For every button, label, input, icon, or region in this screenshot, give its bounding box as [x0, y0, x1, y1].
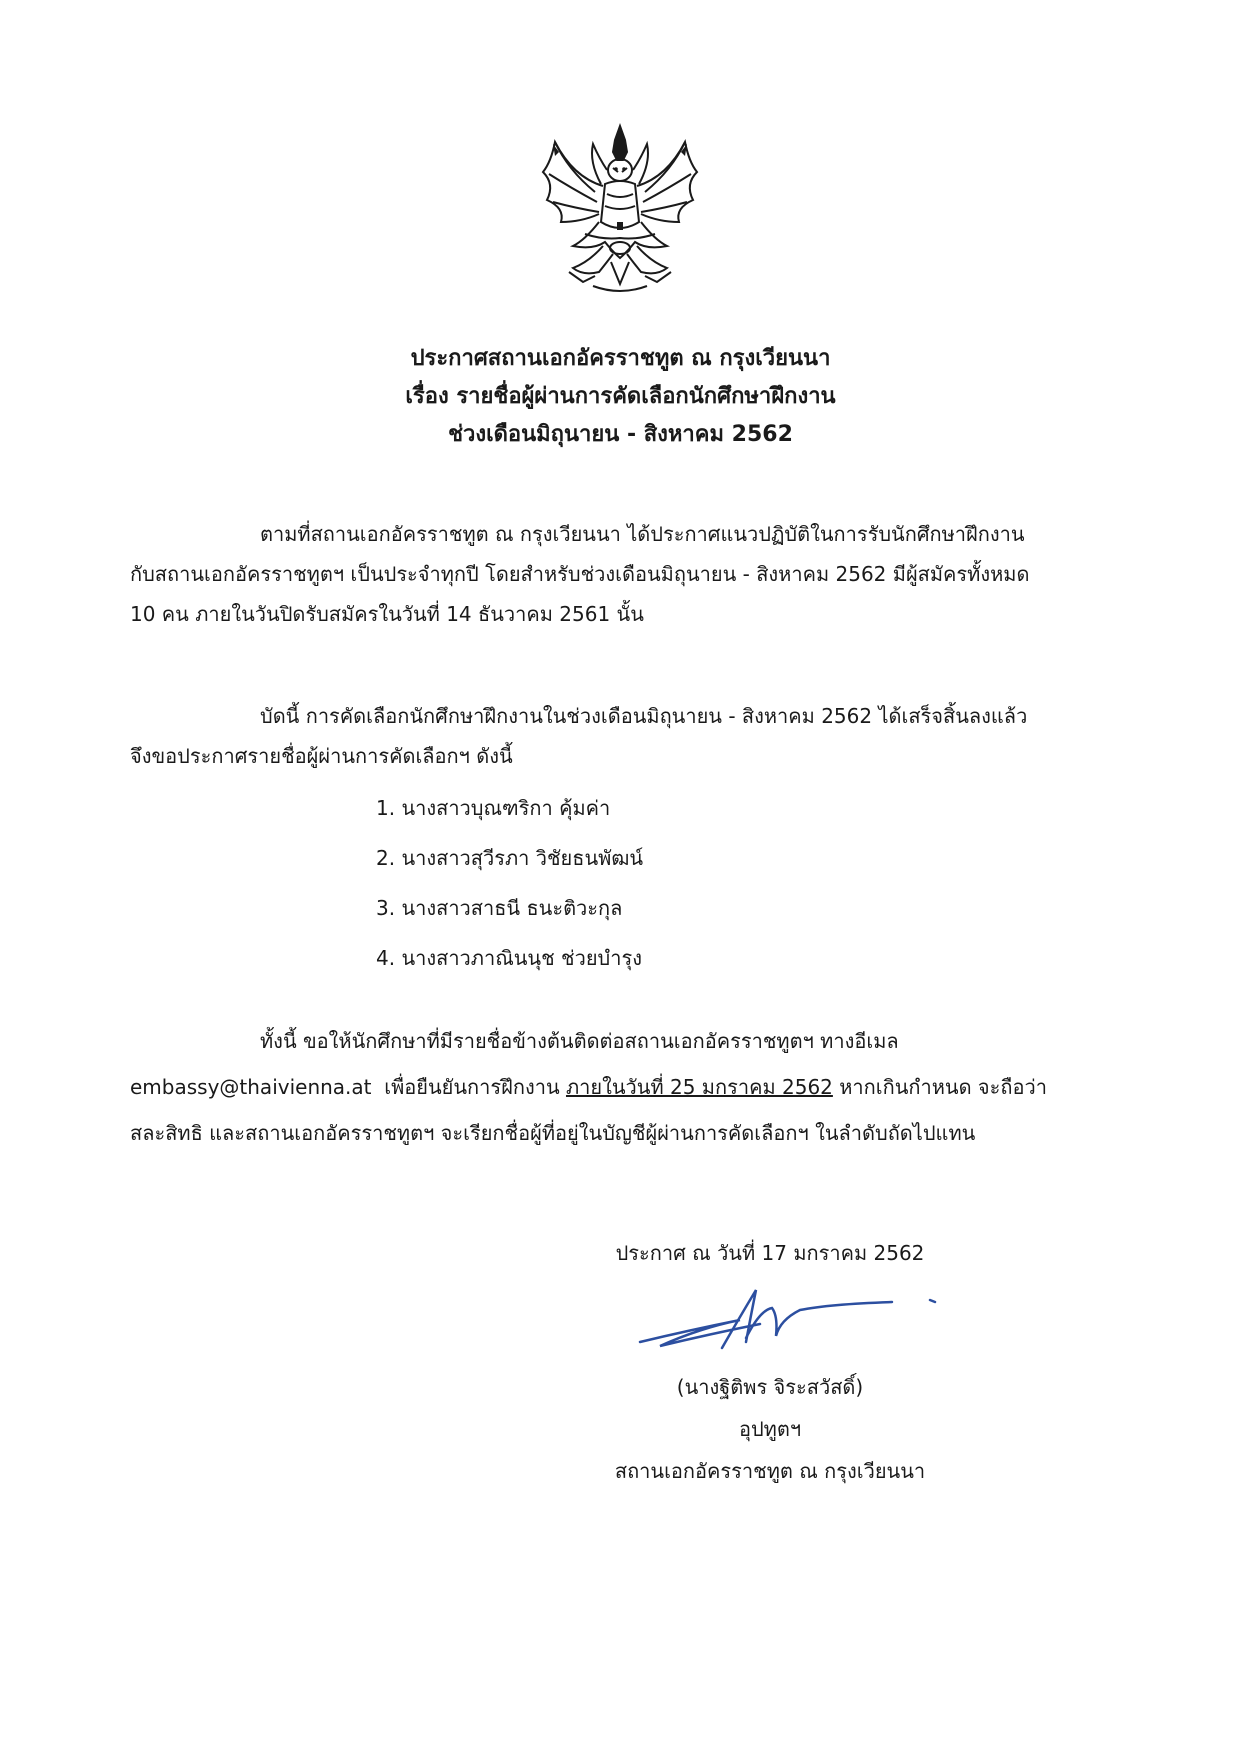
list-item: 2. นางสาวสุวีรภา วิชัยธนพัฒน์ — [376, 846, 644, 870]
confirmation-deadline: ภายในวันที่ 25 มกราคม 2562 — [565, 1075, 833, 1099]
paragraph-result — [130, 696, 1120, 776]
signer-name: (นางฐิติพร จิระสวัสดิ์) — [676, 1375, 864, 1399]
paragraph-line: ทั้งนี้ ขอให้นักศึกษาที่มีรายชื่อข้างต้นติดต่อสถานเอกอัครราชทูตฯ ทางอีเมล — [260, 1029, 899, 1053]
announcement-period: ช่วงเดือนมิถุนายน - สิงหาคม 2562 — [448, 422, 793, 447]
announcement-title: ประกาศสถานเอกอัครราชทูต ณ กรุงเวียนนา — [410, 346, 831, 371]
signer-organization: สถานเอกอัครราชทูต ณ กรุงเวียนนา — [614, 1459, 926, 1483]
list-item: 4. นางสาวภาณินนุช ช่วยบำรุง — [376, 946, 642, 970]
paragraph-text: เพื่อยืนยันการฝึกงาน — [384, 1075, 560, 1099]
announcement-header — [0, 340, 1241, 454]
announcement-date-block — [560, 1232, 980, 1274]
signer-block — [560, 1366, 980, 1492]
signer-position: อุปทูตฯ — [738, 1417, 802, 1441]
paragraph-line: บัดนี้ การคัดเลือกนักศึกษาฝึกงานในช่วงเดือนมิถุนายน - สิงหาคม 2562 ได้เสร็จสิ้นลงแล้ว — [260, 704, 1028, 728]
garuda-emblem-icon — [533, 122, 708, 302]
paragraph-instructions — [130, 1018, 1120, 1156]
paragraph-line: จึงขอประกาศรายชื่อผู้ผ่านการคัดเลือกฯ ดังนี้ — [130, 744, 513, 768]
announcement-date: ประกาศ ณ วันที่ 17 มกราคม 2562 — [615, 1241, 925, 1265]
paragraph-line: ตามที่สถานเอกอัครราชทูต ณ กรุงเวียนนา ได้ประกาศแนวปฏิบัติในการรับนักศึกษาฝึกงาน — [260, 522, 1025, 546]
announcement-subject: เรื่อง รายชื่อผู้ผ่านการคัดเลือกนักศึกษาฝึกงาน — [405, 384, 836, 409]
paragraph-line: สละสิทธิ และสถานเอกอัครราชทูตฯ จะเรียกชื่อผู้ที่อยู่ในบัญชีผู้ผ่านการคัดเลือกฯ ในลำดับถัดไปแทน — [130, 1121, 976, 1145]
list-item: 3. นางสาวสาธนี ธนะติวะกุล — [376, 896, 623, 920]
paragraph-line: 10 คน ภายในวันปิดรับสมัครในวันที่ 14 ธันวาคม 2561 นั้น — [130, 602, 644, 626]
list-item: 1. นางสาวบุณฑริกา คุ้มค่า — [376, 796, 611, 820]
signature-image — [630, 1280, 950, 1360]
paragraph-intro — [130, 514, 1120, 634]
contact-email: embassy@thaivienna.at — [130, 1075, 372, 1099]
paragraph-text: หากเกินกำหนด จะถือว่า — [839, 1075, 1047, 1099]
candidate-list — [376, 786, 643, 986]
paragraph-line — [130, 1064, 1120, 1110]
paragraph-line: กับสถานเอกอัครราชทูตฯ เป็นประจำทุกปี โดยสำหรับช่วงเดือนมิถุนายน - สิงหาคม 2562 มีผู้สมัครทั้งหมด — [130, 562, 1030, 586]
